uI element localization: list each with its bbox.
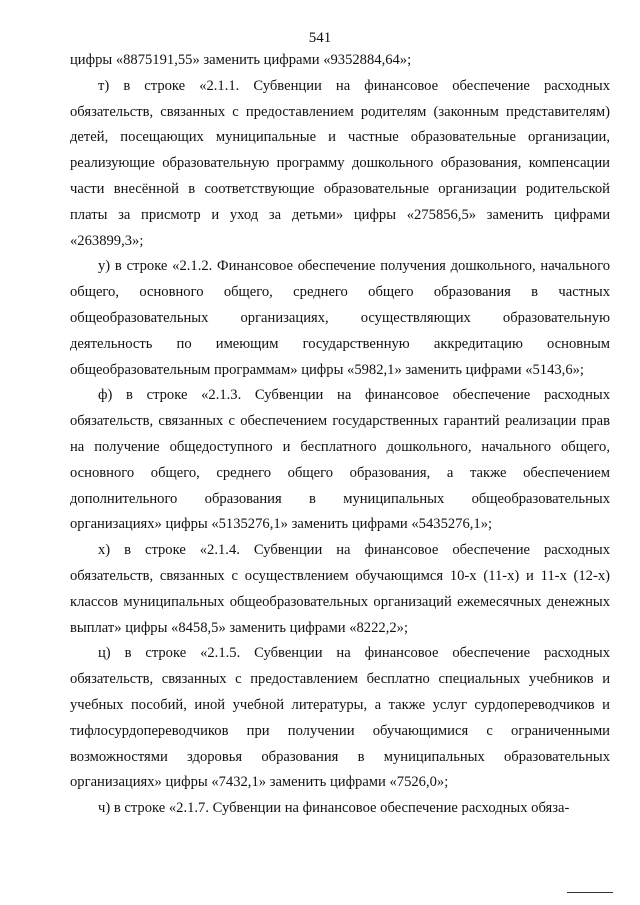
- paragraph-ch: ч) в строке «2.1.7. Субвенции на финансовое обеспечение расходных обяза-: [98, 800, 570, 817]
- paragraph-f: ф) в строке «2.1.3. Субвенции на финансовое обеспечение расходных обязательств, связанных с обеспечением государственных гарантий реализации прав на получение общедоступного и бесплатного дошкольного, начального общего, основного общего, среднего общего образования, а также обеспечением дополнительного образования в муниципальных общеобразовательных организациях» цифры «5135276,1» заменить цифрами «5435276,1»;: [70, 387, 610, 533]
- footer-divider: [567, 892, 613, 893]
- paragraph-u: у) в строке «2.1.2. Финансовое обеспечение получения дошкольного, начального общего, основного общего, среднего общего образования в частных общеобразовательных организациях, осуществляющих образовательную деятельность по имеющим государственную аккредитацию основным общеобразовательным программам» цифры «5982,1» заменить цифрами «5143,6»;: [70, 258, 610, 378]
- paragraph-t: т) в строке «2.1.1. Субвенции на финансовое обеспечение расходных обязательств, связанных с предоставлением родителям (законным представителям) детей, посещающих муниципальные и частные образовательные организации, реализующие образовательную программу дошкольного образования, компенсации части внесённой в соответствующие образовательные организации родительской платы за присмотр и уход за детьми» цифры «275856,5» заменить цифрами «263899,3»;: [70, 77, 610, 249]
- page-number: 541: [308, 30, 332, 46]
- paragraph-kh: х) в строке «2.1.4. Субвенции на финансовое обеспечение расходных обязательств, связанных с осуществлением обучающимся 10-х (11-х) и 11-х (12-х) классов муниципальных общеобразовательных организаций ежемесячных денежных выплат» цифры «8458,5» заменить цифрами «8222,2»;: [70, 542, 610, 636]
- paragraph-continuation: цифры «8875191,55» заменить цифрами «9352884,64»;: [70, 52, 412, 68]
- document-body: [70, 48, 610, 822]
- paragraph-ts: ц) в строке «2.1.5. Субвенции на финансовое обеспечение расходных обязательств, связанных с предоставлением бесплатно специальных учебников и учебных пособий, иной учебной литературы, а также услуг сурдопереводчиков и тифлосурдопереводчиков при получении обучающимися с ограниченными возможностями здоровья образования в муниципальных образовательных организациях» цифры «7432,1» заменить цифрами «7526,0»;: [70, 645, 610, 791]
